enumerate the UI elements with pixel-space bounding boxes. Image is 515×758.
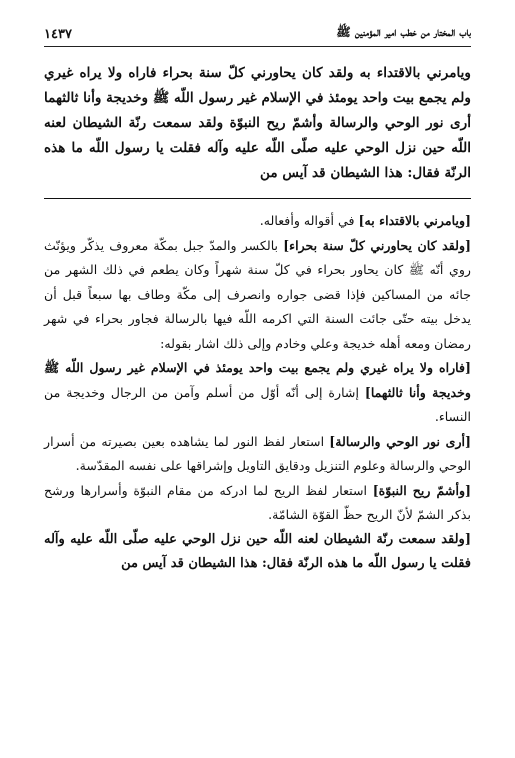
- quote: [وأشمّ ريح النبوّة]: [372, 482, 471, 498]
- explanation: بالكسر والمدّ جبل بمكّة معروف يذكّر ويؤنّث روي أنّه ﷺ كان يحاور بحراء في كلّ سنة شهراً وكان يطعم في ذلك الشهر من جائه من المساكين فإذا قضى جواره وانصرف إلى مكّة وطاف بها سبعاً قبل أن يدخل بيته حتّى جائت السنة التي اكرمه اللّه فيها بالرسالة فجاور بحراء في شهر رمضان ومعه أهله خديجة وعلي وخادم وإلى ذلك اشار بقوله:: [44, 237, 471, 351]
- explanation: في أقواله وأفعاله.: [259, 213, 359, 228]
- commentary-paragraph: [44, 479, 471, 528]
- commentary-paragraph: [44, 528, 471, 577]
- explanation: إشارة إلى أنّه أوّل من أسلم وآمن من الرجال وخديجة من النساء.: [44, 384, 471, 424]
- commentary-paragraph: [44, 430, 471, 479]
- quote: [ويامرني بالاقتداء به]: [358, 213, 471, 228]
- quote: [فاراه ولا يراه غيري ولم يجمع بيت واحد يومئذ في الإسلام غير رسول اللّه ﷺ وخديجة وأنا ثالثهما]: [44, 360, 472, 400]
- commentary-paragraph: [44, 356, 471, 430]
- commentary-paragraph: [44, 234, 471, 357]
- main-text: ويامرني بالاقتداء به ولقد كان يحاورني كلّ سنة بحراء فاراه ولا يراه غيري ولم يجمع بيت واحد يومئذ في الإسلام غير رسول اللّه ﷺ وخديجة وأنا ثالثهما أرى نور الوحي والرسالة وأشمّ ريح النبوّة ولقد سمعت رنّة الشيطان لعنه اللّه حين نزل الوحي عليه صلّى اللّه عليه وآله فقلت يا رسول اللّه ما هذه الرنّة فقال: هذا الشيطان قد آيس من: [44, 65, 471, 181]
- page-header: [44, 22, 471, 47]
- explanation: استعار لفظ النور لما يشاهده بعين بصيرته من أسرار الوحي والرسالة وعلوم التنزيل ودقايق التاويل وإشراقها على نفسه المقدّسة.: [44, 433, 471, 473]
- explanation: استعار لفظ الريح لما ادركه من مقام النبوّة وأسرارها ورشح بذكر الشمّ لأنّ الريح حظّ القوّة الشامّة.: [44, 482, 471, 522]
- section-divider: [44, 198, 471, 199]
- commentary-paragraph: [44, 209, 471, 234]
- quote: [ولقد كان يحاورني كلّ سنة بحراء]: [283, 237, 471, 253]
- running-title: باب المختار من خطب امير المؤمنين ﷺ: [336, 25, 471, 39]
- quote: [ولقد سمعت رنّة الشيطان لعنه اللّه حين نزل الوحي عليه صلّى اللّه عليه وآله فقلت يا رسول اللّه ما هذه الرنّة فقال: هذا الشيطان قد آيس من: [44, 531, 471, 571]
- quote: [أرى نور الوحي والرسالة]: [329, 433, 471, 449]
- page-number: ١٤٣٧: [44, 27, 72, 42]
- commentary: [44, 209, 471, 577]
